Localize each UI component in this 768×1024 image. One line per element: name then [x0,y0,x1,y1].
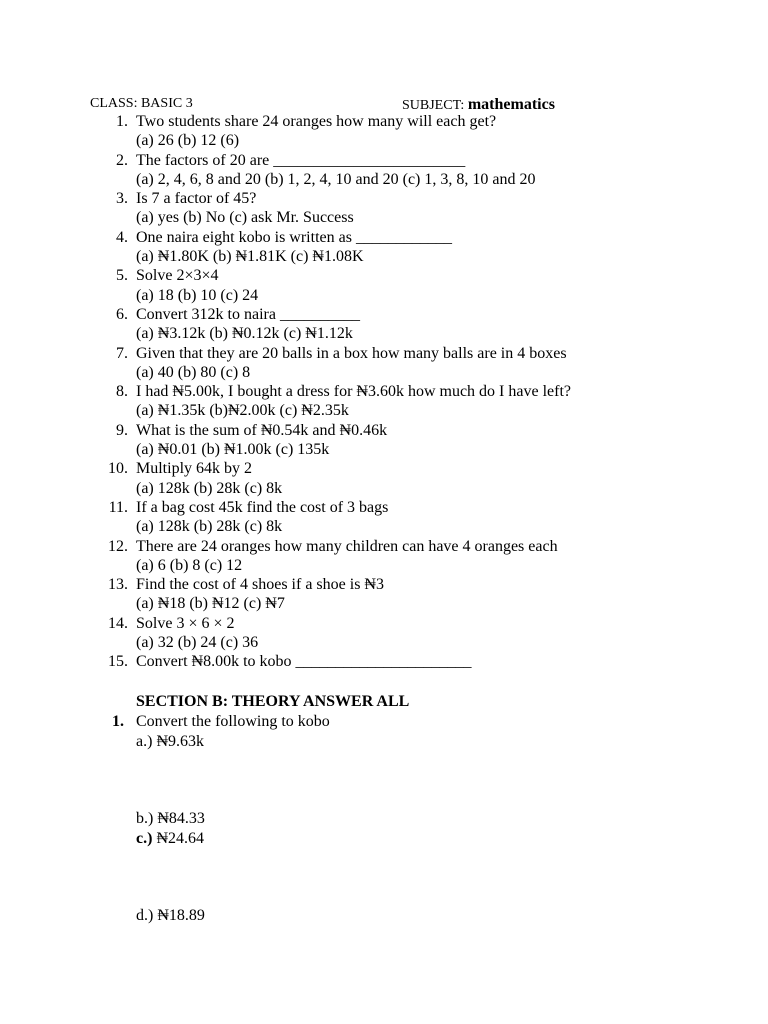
class-label: CLASS: BASIC 3 [90,96,193,111]
question-number: 14. [108,614,128,632]
question-text: Find the cost of 4 shoes if a shoe is ₦3 [136,576,384,594]
theory-part-a [136,732,204,752]
question-content [136,498,388,537]
question-options: (a) 40 (b) 80 (c) 8 [136,363,251,381]
question-number: 12. [108,537,128,555]
part-value: ₦24.64 [156,830,204,847]
question-number: 15. [108,653,128,671]
question-text: Convert 312k to naira __________ [136,305,360,323]
question-number: 7. [116,344,128,362]
question-content [136,151,535,190]
question-content [136,344,567,383]
question-number: 10. [108,460,128,478]
question-content [136,228,452,267]
question-content [136,652,472,671]
question-content [136,305,360,344]
question-text: Solve 3 × 6 × 2 [136,614,235,632]
question-options: (a) ₦1.80K (b) ₦1.81K (c) ₦1.08K [136,248,364,266]
question-content [136,614,258,653]
question-options: (a) ₦0.01 (b) ₦1.00k (c) 135k [136,441,330,459]
question-text: The factors of 20 are ________________________ [136,151,466,169]
question-options: (a) 18 (b) 10 (c) 24 [136,286,259,304]
part-value: ₦9.63k [156,733,204,750]
question-content [136,421,387,460]
part-value: ₦18.89 [157,907,205,924]
question-options: (a) 26 (b) 12 (6) [136,132,240,150]
question-text: Is 7 a factor of 45? [136,190,257,208]
part-label: d.) [136,907,154,924]
part-value: ₦84.33 [157,810,205,827]
question-text: If a bag cost 45k find the cost of 3 bags [136,498,389,516]
theory-question-prompt: Convert the following to kobo [136,713,330,730]
question-number: 11. [108,498,128,516]
question-options: (a) yes (b) No (c) ask Mr. Success [136,209,354,227]
subject-label: SUBJECT: [402,98,465,113]
question-options: (a) ₦3.12k (b) ₦0.12k (c) ₦1.12k [136,325,353,343]
question-content [136,382,571,421]
question-options: (a) 128k (b) 28k (c) 8k [136,479,283,497]
question-text: Convert ₦8.00k to kobo ______________________ [136,653,472,671]
question-text: Two students share 24 oranges how many will each get? [136,113,497,130]
theory-part-c [136,829,204,849]
question-content [136,575,384,614]
question-number: 4. [116,228,128,246]
question-content [136,537,558,576]
question-number: 6. [116,305,128,323]
question-text: I had ₦5.00k, I bought a dress for ₦3.60k how much do I have left? [136,383,572,401]
question-number: 8. [116,383,128,401]
section-b-title: SECTION B: THEORY ANSWER ALL [136,693,410,710]
question-text: Given that they are 20 balls in a box how many balls are in 4 boxes [136,344,567,362]
question-text: There are 24 oranges how many children can have 4 oranges each [136,537,558,555]
theory-part-b [136,809,205,829]
question-text: Solve 2×3×4 [136,267,219,285]
question-number: 5. [116,267,128,285]
question-number: 3. [116,190,128,208]
part-label: a.) [136,733,153,750]
theory-question-number: 1. [112,713,124,730]
question-options: (a) ₦18 (b) ₦12 (c) ₦7 [136,595,285,613]
question-content [136,112,496,151]
question-options: (a) 2, 4, 6, 8 and 20 (b) 1, 2, 4, 10 and 20 (c) 1, 3, 8, 10 and 20 [136,170,536,188]
subject-value: mathematics [467,96,555,113]
question-content [136,266,258,305]
question-text: One naira eight kobo is written as ____________ [136,228,452,246]
part-label: b.) [136,810,154,827]
question-number: 2. [116,151,128,169]
question-number: 13. [108,576,128,594]
question-number: 9. [116,421,128,439]
question-options: (a) 6 (b) 8 (c) 12 [136,556,243,574]
question-text: Multiply 64k by 2 [136,460,253,478]
theory-part-d [136,906,205,926]
question-options: (a) 128k (b) 28k (c) 8k [136,518,283,536]
question-number: 1. [116,113,128,130]
part-label: c.) [136,830,153,847]
question-text: What is the sum of ₦0.54k and ₦0.46k [136,421,388,439]
question-options: (a) ₦1.35k (b)₦2.00k (c) ₦2.35k [136,402,349,420]
question-content [136,459,282,498]
question-content [136,189,354,228]
question-options: (a) 32 (b) 24 (c) 36 [136,634,259,652]
